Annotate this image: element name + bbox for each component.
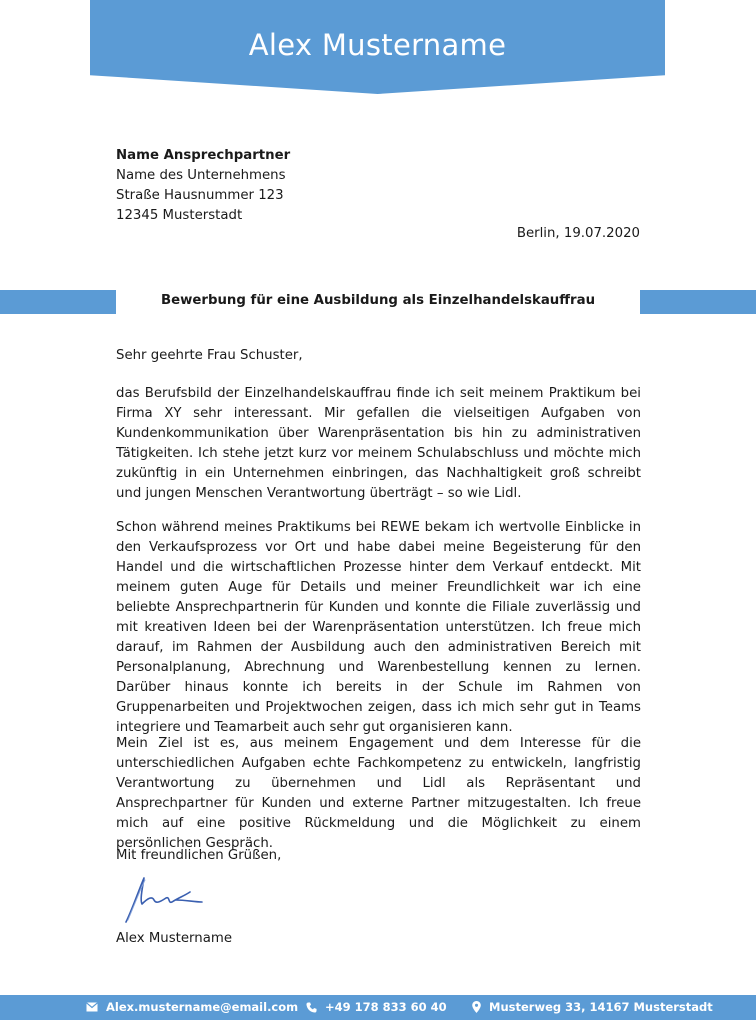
letter-date: Berlin, 19.07.2020 xyxy=(516,226,640,241)
sender-name: Alex Mustername xyxy=(116,931,232,946)
applicant-name-heading: Alex Mustername xyxy=(248,28,507,62)
salutation: Sehr geehrte Frau Schuster, xyxy=(116,348,303,363)
recipient-address-block xyxy=(116,146,290,226)
envelope-icon xyxy=(86,1002,98,1012)
location-pin-icon xyxy=(472,1001,481,1013)
footer-email-text: Alex.mustername@email.com xyxy=(106,1000,299,1014)
letter-subject: Bewerbung für eine Ausbildung als Einzelhandelskauffrau xyxy=(160,293,596,308)
footer-email[interactable] xyxy=(86,1000,298,1014)
subject-bar-right xyxy=(640,290,756,314)
phone-icon xyxy=(306,1002,317,1013)
recipient-company: Name des Unternehmens xyxy=(116,168,286,183)
contact-footer xyxy=(0,995,756,1020)
body-paragraph-3: Mein Ziel ist es, aus meinem Engagement und dem Interesse für die unterschiedlichen Aufgaben echte Fachkompetenz zu entwickeln, langfristig Verantwortung zu übernehmen und Lidl als Repräsentant und Ansprechpartner für Kunden und externe Partner mitzugestalten. Ich freue mich auf eine positive Rückmeldung und die Möglichkeit zu einem persönlichen Gespräch. xyxy=(116,736,641,851)
footer-phone[interactable] xyxy=(306,1000,447,1014)
body-paragraph-1: das Berufsbild der Einzelhandelskauffrau finde ich seit meinem Praktikum bei Firma XY sehr interessant. Mir gefallen die vielseitigen Aufgaben von Kundenkommunikation über Warenpräsentation bis hin zu administrativen Tätigkeiten. Ich stehe jetzt kurz vor meinem Schulabschluss und möchte mich zukünftig in ein Unternehmen einbringen, das Nachhaltigkeit groß schreibt und jungen Menschen Verantwortung überträgt – so wie Lidl. xyxy=(116,386,641,501)
footer-phone-text: +49 178 833 60 40 xyxy=(325,1000,447,1014)
closing-phrase: Mit freundlichen Grüßen, xyxy=(116,848,282,863)
body-paragraph-2: Schon während meines Praktikums bei REWE bekam ich wertvolle Einblicke in den Verkaufsprozess vor Ort und habe dabei meine Begeisterung für den Handel und die wirtschaftlichen Prozesse hinter dem Verkauf entdeckt. Mit meinem guten Auge für Details und meiner Freundlichkeit war ich eine beliebte Ansprechpartnerin für Kunden und konnte die Filiale zuverlässig und mit kreativen Ideen bei der Warenpräsentation unterstützen. Ich freue mich darauf, im Rahmen der Ausbildung auch den administrativen Bereich mit Personalplanung, Abrechnung und Warenbestellung kennen zu lernen. Darüber hinaus konnte ich bereits in der Schule im Rahmen von Gruppenarbeiten und Projektwochen zeigen, dass ich mich sehr gut in Teams integriere und Teamarbeit auch sehr gut organisieren kann. xyxy=(116,520,641,735)
footer-address[interactable] xyxy=(472,1000,713,1014)
recipient-street: Straße Hausnummer 123 xyxy=(116,188,284,203)
recipient-city: 12345 Musterstadt xyxy=(116,208,243,223)
subject-bar-left xyxy=(0,290,116,314)
signature-image xyxy=(118,870,218,926)
recipient-contact: Name Ansprechpartner xyxy=(116,148,291,163)
footer-address-text: Musterweg 33, 14167 Musterstadt xyxy=(489,1000,713,1014)
